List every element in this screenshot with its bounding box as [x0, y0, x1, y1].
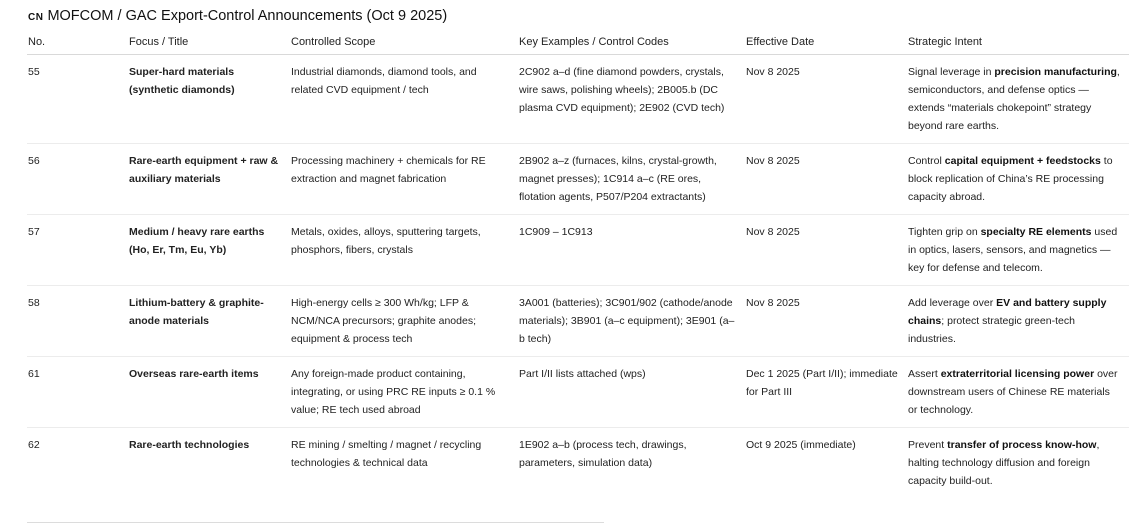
page-title — [28, 8, 447, 24]
intent-text: Add leverage over — [908, 297, 997, 309]
intent-emphasis: EV and battery supply chains — [908, 297, 1107, 327]
cell-no: 57 — [27, 215, 128, 286]
column-header-date: Effective Date — [745, 30, 907, 55]
cell-controlled-scope: RE mining / smelting / magnet / recycling technologies & technical data — [291, 439, 482, 469]
cell-strategic-intent — [907, 286, 1129, 357]
intent-emphasis: extraterritorial licensing power — [940, 368, 1095, 380]
intent-text: Assert — [908, 368, 941, 380]
table-row — [27, 357, 1129, 428]
cell-effective-date: Oct 9 2025 (immediate) — [746, 439, 856, 451]
table-row — [27, 144, 1129, 215]
intent-emphasis: precision manufacturing — [994, 66, 1117, 78]
cell-no: 55 — [27, 55, 128, 144]
cell-effective-date: Nov 8 2025 — [745, 55, 907, 144]
cell-controlled-scope: Processing machinery + chemicals for RE extraction and magnet fabrication — [290, 144, 518, 215]
cell-focus-title: Rare-earth technologies — [129, 439, 250, 451]
cell-effective-date: Nov 8 2025 — [745, 215, 907, 286]
cell-effective-date: Nov 8 2025 — [745, 144, 907, 215]
cell-focus-title: Overseas rare-earth items — [128, 357, 290, 428]
cell-controlled-scope: Any foreign-made product containing, integrating, or using PRC RE inputs ≥ 0.1 % value; RE tech used abroad — [290, 357, 518, 428]
cell-controlled-scope: High-energy cells ≥ 300 Wh/kg; LFP & NCM/NCA precursors; graphite anodes; equipment & process tech — [290, 286, 518, 357]
table-row — [27, 55, 1129, 144]
cell-strategic-intent — [907, 357, 1129, 428]
intent-emphasis: capital equipment + feedstocks — [944, 155, 1101, 167]
intent-text: used in optics, lasers, sensors, and magnetics — key for defense and telecom. — [908, 226, 1118, 274]
intent-text: , halting technology diffusion and foreign capacity build-out. — [908, 439, 1100, 487]
cell-no: 61 — [27, 357, 128, 428]
intent-text: Tighten grip on — [908, 226, 981, 238]
cell-focus-title: Rare-earth equipment + raw & auxiliary materials — [128, 144, 290, 215]
cell-strategic-intent — [907, 215, 1129, 286]
announcements-table — [27, 30, 1129, 498]
cell-controlled-scope: Industrial diamonds, diamond tools, and related CVD equipment / tech — [290, 55, 518, 144]
column-header-codes: Key Examples / Control Codes — [518, 30, 745, 55]
intent-text: , semiconductors, and defense optics — extends “materials chokepoint” strategy beyond rare earths. — [908, 66, 1120, 132]
intent-emphasis: transfer of process know-how — [947, 439, 1097, 451]
cell-focus-title: Medium / heavy rare earths (Ho, Er, Tm, Eu, Yb) — [128, 215, 290, 286]
cell-focus-title: Lithium-battery & graphite-anode materials — [128, 286, 290, 357]
intent-text: ; protect strategic green-tech industries. — [908, 315, 1075, 345]
intent-text: Signal leverage in — [908, 66, 995, 78]
cell-control-codes: 2C902 a–d (fine diamond powders, crystals, wire saws, polishing wheels); 2B005.b (DC plasma CVD equipment); 2E902 (CVD tech) — [518, 55, 745, 144]
column-header-focus: Focus / Title — [128, 30, 290, 55]
cell-no: 62 — [28, 439, 40, 451]
cell-effective-date: Dec 1 2025 (Part I/II); immediate for Part III — [745, 357, 907, 428]
cell-focus-title: Super-hard materials (synthetic diamonds) — [128, 55, 290, 144]
column-header-intent: Strategic Intent — [907, 30, 1129, 55]
intent-text: Control — [908, 155, 945, 167]
cell-controlled-scope: Metals, oxides, alloys, sputtering targets, phosphors, fibers, crystals — [290, 215, 518, 286]
intent-text: over downstream users of Chinese RE materials or technology. — [908, 368, 1118, 416]
table-row — [27, 215, 1129, 286]
intent-text: Prevent — [908, 439, 948, 451]
column-header-no: No. — [27, 30, 128, 55]
cell-no: 56 — [27, 144, 128, 215]
intent-text: to block replication of China’s RE processing capacity abroad. — [908, 155, 1113, 203]
cell-control-codes: Part I/II lists attached (wps) — [518, 357, 745, 428]
china-flag-icon: CN — [28, 12, 44, 23]
page-title-text: MOFCOM / GAC Export-Control Announcements (Oct 9 2025) — [47, 8, 448, 24]
cell-control-codes: 2B902 a–z (furnaces, kilns, crystal-growth, magnet presses); 1C914 a–c (RE ores, flotation agents, P507/P204 extractants) — [518, 144, 745, 215]
cell-strategic-intent — [907, 144, 1129, 215]
cell-control-codes: 1E902 a–b (process tech, drawings, parameters, simulation data) — [519, 439, 687, 469]
table-header-row — [27, 30, 1129, 55]
cell-control-codes: 1C909 – 1C913 — [518, 215, 745, 286]
cell-control-codes: 3A001 (batteries); 3C901/902 (cathode/anode materials); 3B901 (a–c equipment); 3E901 (a–b tech) — [518, 286, 745, 357]
table-row — [27, 428, 1129, 499]
cell-strategic-intent — [907, 428, 1129, 499]
cell-no: 58 — [27, 286, 128, 357]
column-header-scope: Controlled Scope — [290, 30, 518, 55]
cell-effective-date: Nov 8 2025 — [745, 286, 907, 357]
intent-emphasis: specialty RE elements — [980, 226, 1092, 238]
cell-strategic-intent — [907, 55, 1129, 144]
table-row — [27, 286, 1129, 357]
bottom-divider — [27, 522, 604, 523]
